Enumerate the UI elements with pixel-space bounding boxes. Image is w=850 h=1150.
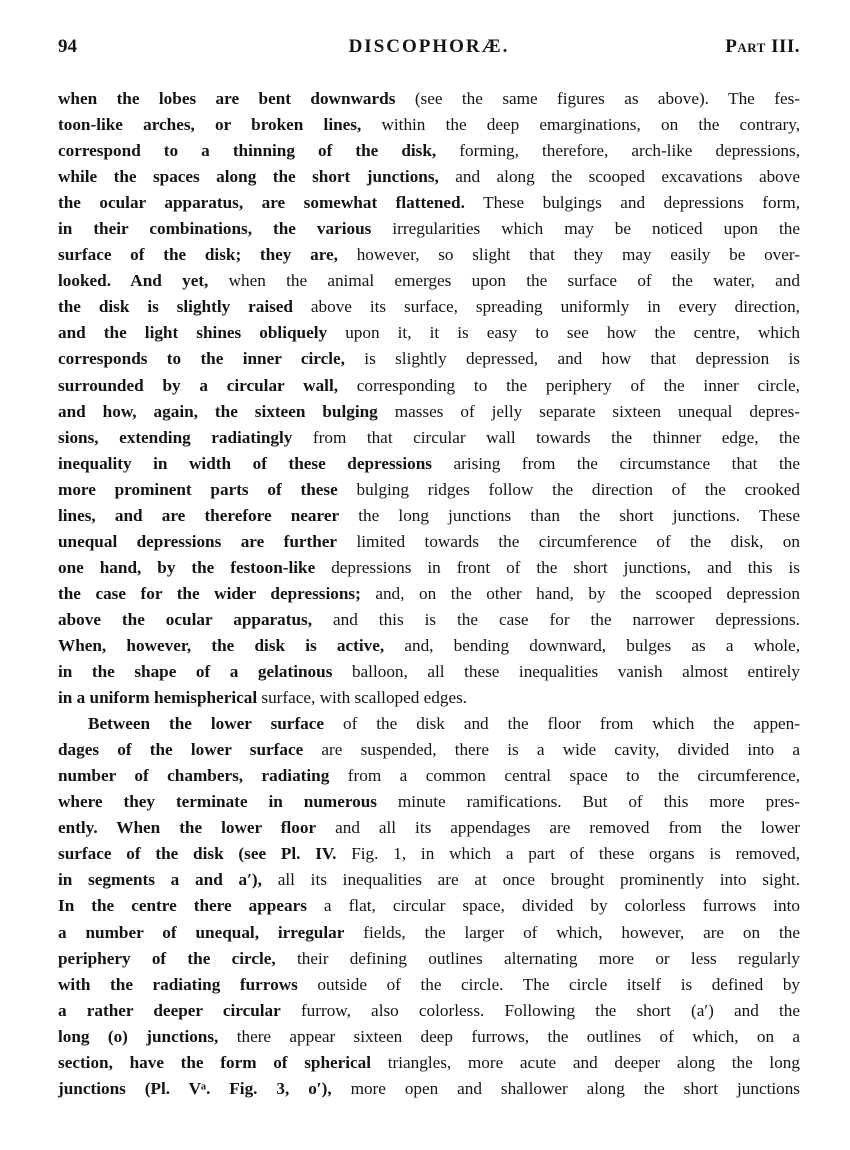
line-lead-text: number of chambers, radiating	[58, 766, 330, 786]
line-lead-text: where they terminate in numerous	[58, 792, 377, 812]
line-rest-text: the long junctions than the short junctions. These	[339, 505, 800, 525]
line-lead-text: when the lobes are bent downwards	[58, 89, 396, 108]
text-line	[58, 268, 800, 294]
line-lead-text: surface of the disk (see Pl. IV.	[58, 844, 337, 864]
line-rest-text: from a common central space to the circumference,	[329, 766, 800, 786]
text-line	[58, 763, 800, 789]
line-rest-text: there appear sixteen deep furrows, the outlines of which, on a	[218, 1026, 801, 1046]
line-lead-text: ently. When the lower floor	[58, 818, 317, 838]
line-rest-text: bulging ridges follow the direction of the crooked	[337, 479, 800, 499]
text-line	[58, 815, 800, 841]
line-rest-text: Fig. 1, in which a part of these organs is removed,	[336, 844, 801, 864]
text-line	[58, 112, 800, 138]
line-lead-text: In the centre there appears	[58, 896, 307, 916]
line-rest-text: of the disk and the floor from which the appen-	[324, 714, 800, 734]
line-rest-text: arising from the circumstance that the	[431, 453, 801, 473]
text-line	[58, 607, 800, 633]
line-rest-text: depressions in front of the short junctions, and this is	[315, 557, 800, 577]
line-rest-text: forming, therefore, arch-like depressions,	[436, 141, 800, 161]
line-lead-text: a number of unequal, irregular	[58, 922, 345, 942]
text-line	[58, 138, 800, 164]
text-line	[58, 425, 800, 451]
text-line	[58, 737, 800, 763]
line-lead-text: the ocular apparatus, are somewhat flattened.	[58, 193, 465, 213]
line-rest-text: (see the same figures as above). The fes-	[395, 89, 800, 108]
line-lead-text: and the light shines obliquely	[58, 323, 328, 343]
line-rest-text: fields, the larger of which, however, are on the	[344, 922, 800, 942]
text-line	[58, 581, 800, 607]
line-rest-text: above its surface, spreading uniformly in every direction,	[292, 297, 800, 317]
line-rest-text: when the animal emerges upon the surface of the water, and	[208, 271, 800, 291]
text-line	[58, 893, 800, 919]
page-number: 94	[58, 36, 77, 57]
line-rest-text: furrow, also colorless. Following the short (a′) and the	[280, 1000, 800, 1020]
text-line	[58, 373, 800, 399]
line-lead-text: the case for the wider depressions;	[58, 583, 361, 603]
page-header	[58, 36, 800, 66]
line-rest-text: more open and shallower along the short junctions	[331, 1078, 800, 1098]
line-lead-text: toon-like arches, or broken lines,	[58, 115, 362, 135]
text-line	[58, 86, 800, 112]
text-line	[58, 841, 800, 867]
line-rest-text: and, on the other hand, by the scooped depression	[360, 583, 800, 603]
text-line	[58, 190, 800, 216]
text-line	[58, 659, 800, 685]
line-lead-text: the disk is slightly raised	[58, 297, 293, 317]
text-line	[58, 399, 800, 425]
text-line	[58, 920, 800, 946]
line-lead-text: surface of the disk; they are,	[58, 245, 338, 265]
line-lead-text: above the ocular apparatus,	[58, 609, 313, 629]
text-line	[58, 1076, 800, 1102]
line-lead-text: in the shape of a gelatinous	[58, 662, 333, 682]
text-line	[58, 998, 800, 1024]
line-lead-text: lines, and are therefore nearer	[58, 505, 340, 525]
line-rest-text: outside of the circle. The circle itself is defined by	[297, 974, 801, 994]
text-line	[58, 451, 800, 477]
line-rest-text: surface, with scalloped edges.	[257, 688, 468, 708]
text-line	[58, 946, 800, 972]
line-rest-text: minute ramifications. But of this more pres-	[376, 792, 800, 812]
line-rest-text: upon it, it is easy to see how the centre, which	[327, 323, 800, 343]
line-lead-text: Between the lower surface	[88, 714, 325, 734]
line-lead-text: inequality in width of these depressions	[58, 453, 432, 473]
text-line	[58, 242, 800, 268]
line-lead-text: long (o) junctions,	[58, 1026, 219, 1046]
text-line	[58, 477, 800, 503]
line-rest-text: are suspended, there is a wide cavity, divided into a	[303, 740, 800, 760]
text-line	[58, 346, 800, 372]
line-lead-text: corresponds to the inner circle,	[58, 349, 345, 369]
line-lead-text: periphery of the circle,	[58, 948, 276, 968]
line-lead-text: When, however, the disk is active,	[58, 635, 385, 655]
line-rest-text: their defining outlines alternating more or less regularly	[275, 948, 801, 968]
text-line	[58, 529, 800, 555]
body-text	[58, 86, 800, 1102]
line-lead-text: a rather deeper circular	[58, 1000, 281, 1020]
text-line	[58, 972, 800, 998]
line-lead-text: unequal depressions are further	[58, 531, 338, 551]
line-lead-text: section, have the form of spherical	[58, 1052, 372, 1072]
line-lead-text: in their combinations, the various	[58, 219, 372, 239]
line-rest-text: balloon, all these inequalities vanish almost entirely	[332, 662, 800, 682]
line-rest-text: and this is the case for the narrower depressions.	[312, 609, 800, 629]
line-lead-text: in segments a and a′),	[58, 870, 262, 890]
line-lead-text: sions, extending radiatingly	[58, 427, 293, 447]
line-lead-text: with the radiating furrows	[58, 974, 298, 994]
text-line	[58, 685, 800, 711]
line-lead-text: surrounded by a circular wall,	[58, 375, 339, 395]
running-title: DISCOPHORÆ.	[348, 36, 510, 57]
line-rest-text: within the deep emarginations, on the contrary,	[361, 115, 800, 135]
text-line	[58, 711, 800, 737]
line-lead-text: looked. And yet,	[58, 271, 209, 291]
line-rest-text: and, bending downward, bulges as a whole,	[384, 635, 800, 655]
line-rest-text: triangles, more acute and deeper along the long	[371, 1052, 800, 1072]
line-rest-text: These bulgings and depressions form,	[464, 193, 800, 213]
text-line	[58, 294, 800, 320]
line-rest-text: is slightly depressed, and how that depression is	[344, 349, 800, 369]
line-rest-text: and all its appendages are removed from the lower	[316, 818, 800, 838]
text-line	[58, 164, 800, 190]
text-line	[58, 216, 800, 242]
text-line	[58, 867, 800, 893]
part-label: Part III.	[725, 36, 800, 57]
line-rest-text: irregularities which may be noticed upon the	[371, 219, 800, 239]
line-lead-text: more prominent parts of these	[58, 479, 338, 499]
line-lead-text: dages of the lower surface	[58, 740, 304, 760]
line-lead-text: in a uniform hemispherical	[58, 688, 258, 708]
text-line	[58, 1050, 800, 1076]
text-line	[58, 1024, 800, 1050]
line-rest-text: a flat, circular space, divided by colorless furrows into	[306, 896, 800, 916]
text-line	[58, 633, 800, 659]
text-line	[58, 320, 800, 346]
line-lead-text: one hand, by the festoon-like	[58, 557, 316, 577]
line-lead-text: junctions (Pl. Vᵃ. Fig. 3, o′),	[58, 1078, 332, 1098]
line-lead-text: correspond to a thinning of the disk,	[58, 141, 437, 161]
text-line	[58, 503, 800, 529]
line-rest-text: corresponding to the periphery of the inner circle,	[338, 375, 800, 395]
line-rest-text: masses of jelly separate sixteen unequal depres-	[377, 401, 800, 421]
line-lead-text: while the spaces along the short junctions,	[58, 167, 439, 187]
line-rest-text: from that circular wall towards the thinner edge, the	[292, 427, 800, 447]
text-line	[58, 789, 800, 815]
line-lead-text: and how, again, the sixteen bulging	[58, 401, 378, 421]
text-line	[58, 555, 800, 581]
line-rest-text: however, so slight that they may easily be over-	[337, 245, 800, 265]
line-rest-text: limited towards the circumference of the disk, on	[337, 531, 800, 551]
line-rest-text: and along the scooped excavations above	[438, 167, 800, 187]
line-rest-text: all its inequalities are at once brought prominently into sight.	[261, 870, 800, 890]
